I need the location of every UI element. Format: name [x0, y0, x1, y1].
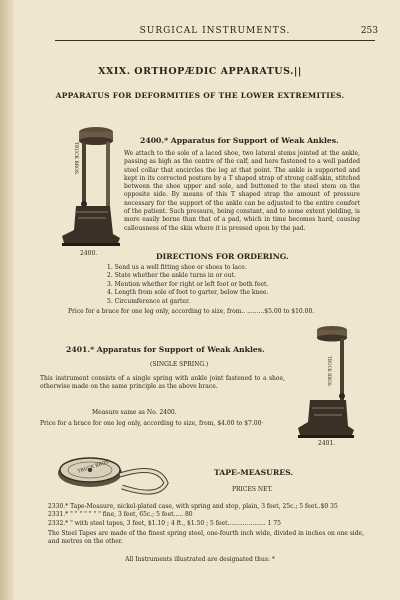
direction-item: 4. Length from sole of foot to garter, below the knee.	[107, 289, 269, 297]
section-title: XXIX. ORTHOPÆDIC APPARATUS.||	[98, 66, 302, 77]
item-2401-description: This instrument consists of a single spring with ankle joint fastened to a shoe, otherwise made on the same principle as the above brace.	[40, 375, 285, 391]
tape-measures-note: The Steel Tapes are made of the finest spring steel, one-fourth inch wide, divided in inches on one side, and metres on the other.	[48, 530, 364, 546]
truck-bros-brand-mark-2401	[326, 354, 336, 390]
item-2400-price: Price for a brace for one leg only, according to size, from.. .........$5.00 to $10.00.	[68, 308, 315, 315]
direction-item: 5. Circumference at garter.	[107, 297, 191, 305]
item-2400-description: We attach to the sole of a laced shoe, two lateral stems jointed at the ankle, passing as high as the centre of the calf, and here fastened to a well padded steel collar that encircles the leg at that point. The ankle is supported and kept in its corrected posture by a T shaped strap of strong calf-skin, stitched between the shoe upper and sole, and buttoned to the steel stem on the opposite side. By means of this T shaped strap the amount of pressure necessary for the support of the ankle can be adjusted to the entire comfort of the patient. Such pressure, being constant, and to some extent yielding, is more easily borne than that of a pad, which in time becomes hard, causing callousness of the skin where it is pressed upon by the pad.	[124, 150, 360, 232]
page-binding-edge	[0, 0, 14, 600]
tape-brand-label: TRUCK BROS.	[77, 459, 111, 475]
page-number: 253	[360, 26, 378, 36]
item-2401-subtitle: (SINGLE SPRING.)	[150, 361, 209, 368]
direction-item: 1. Send us a well fitting shoe or shoes to lace.	[107, 264, 247, 271]
footer-note: All Instruments illustrated are designated thus: *	[125, 556, 275, 563]
tape-measure-price-list	[48, 503, 368, 528]
tape-measures-subtitle: PRICES NET.	[232, 486, 273, 493]
price-list-row: 2332.* " with steel tapes, 3 feet, $1.10 ; 4 ft., $1.50 ; 5 feet.................... 1 75	[48, 519, 281, 527]
figure-caption-2400: 2400.	[80, 250, 98, 257]
item-2401-measure-note: Measure same as No. 2400.	[92, 409, 177, 416]
section-subtitle: APPARATUS FOR DEFORMITIES OF THE LOWER EXTREMITIES.	[55, 91, 345, 100]
item-2400-title: 2400.* Apparatus for Support of Weak Ankles.	[140, 136, 339, 145]
truck-bros-brand-label: TRUCK BROS.	[73, 142, 78, 176]
item-2401-price: Price for a brace for one leg only, according to size, from, $4.00 to $7.00·	[40, 420, 264, 427]
header-rule	[55, 40, 375, 41]
directions-list	[107, 264, 268, 306]
running-title: SURGICAL INSTRUMENTS.	[139, 26, 291, 36]
tape-measure-illustration	[48, 455, 173, 505]
truck-bros-brand-label: TRUCK BROS.	[327, 356, 332, 387]
price-list-row: 2330.* Tape-Measure, nickel-plated case, with spring and stop, plain, 3 feet, 25c.; 5 feet..$0 35	[48, 503, 338, 510]
direction-item: 3. Mention whether for right or left foot or both feet.	[107, 280, 269, 288]
truck-bros-brand-mark-2400	[73, 140, 83, 180]
figure-caption-2401: 2401.	[318, 440, 336, 447]
price-list-row: 2331.* " " " " " " " fine, 3 feet, 65c.; 5 feet..... 80	[48, 511, 193, 519]
ankle-brace-2400-illustration	[58, 122, 128, 252]
directions-title: DIRECTIONS FOR ORDERING.	[156, 252, 289, 261]
tape-measures-title: TAPE-MEASURES.	[214, 468, 294, 477]
item-2401-title: 2401.* Apparatus for Support of Weak Ankles.	[66, 345, 265, 354]
direction-item: 2. State whether the ankle turns in or out.	[107, 272, 236, 280]
